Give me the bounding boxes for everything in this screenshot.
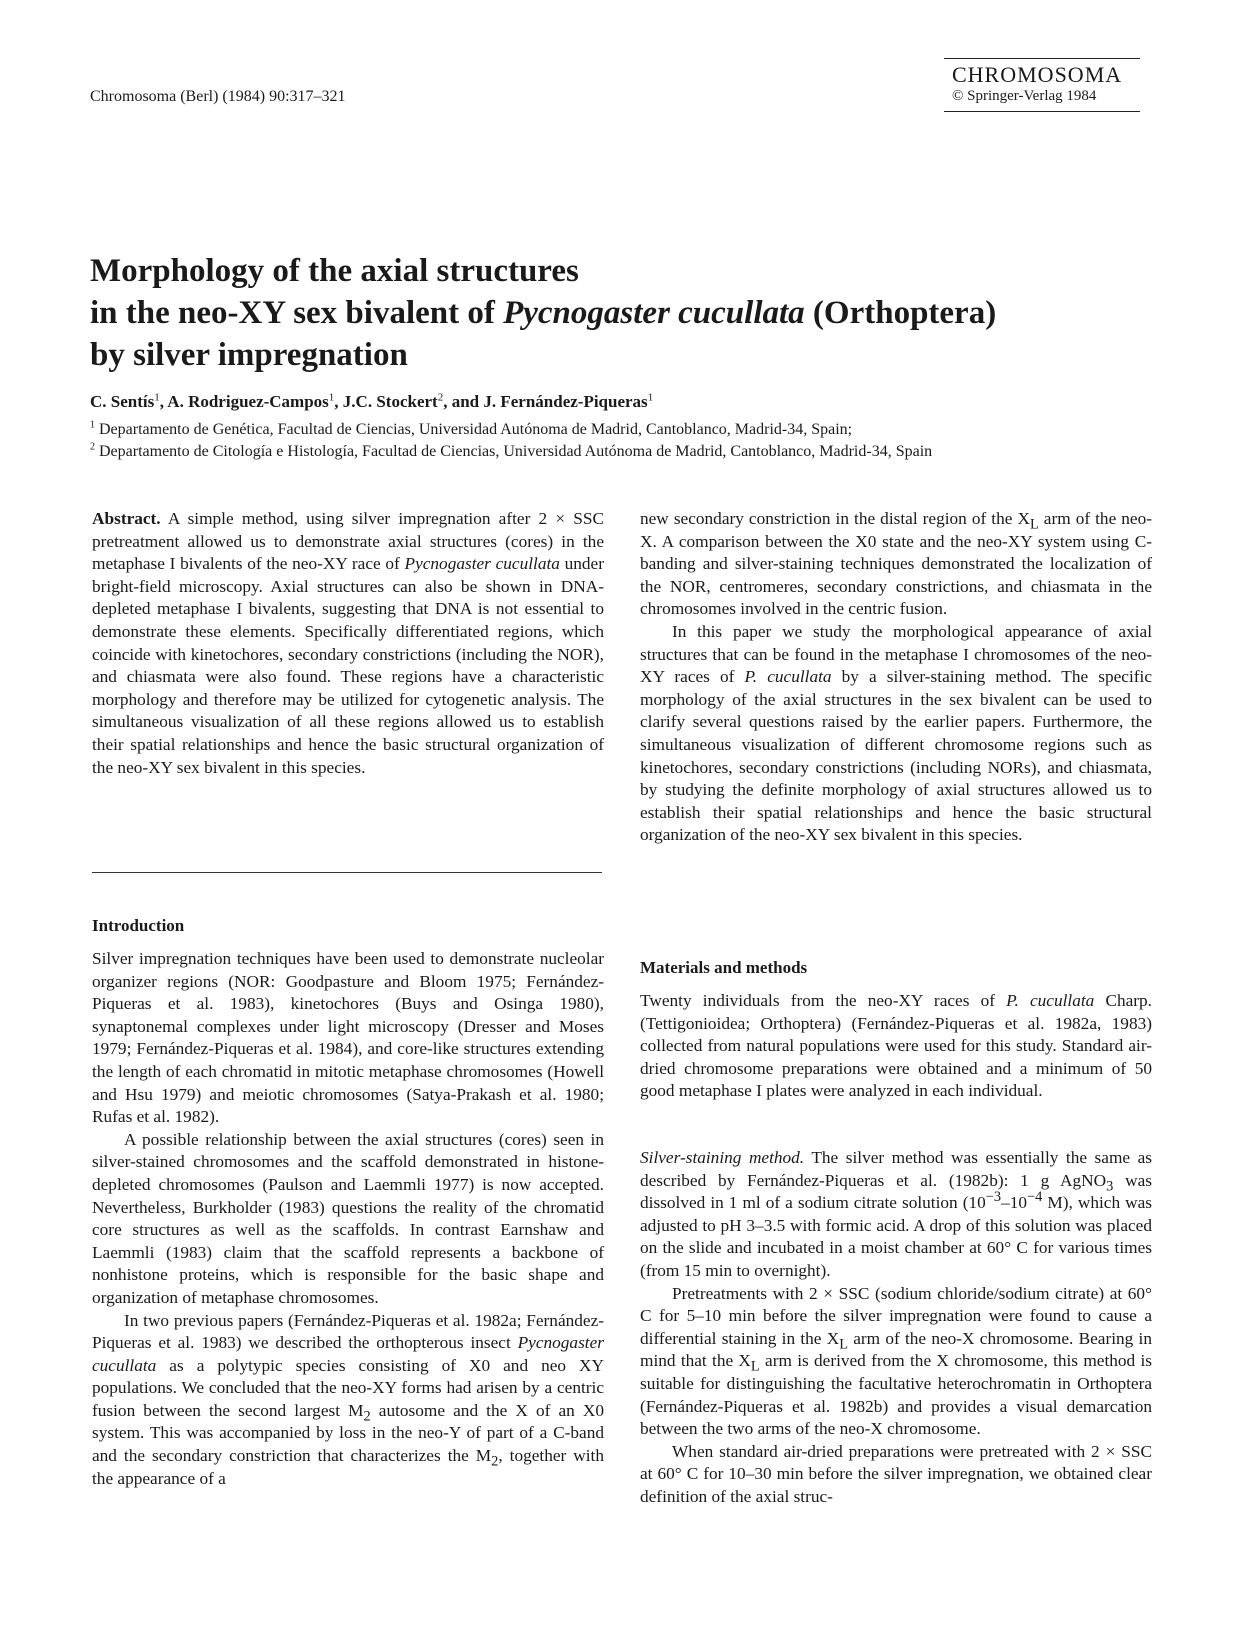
abstract-divider xyxy=(92,872,602,873)
intro-paragraph-5 xyxy=(640,621,1152,847)
intro-paragraph-4 xyxy=(640,508,1152,621)
abstract-text-1: A simple method, using silver impregnation after 2 × SSC pretreatment allowed us to demonstrate axial structures (cores) in the metaphase I bivalents of the neo-XY race of xyxy=(92,509,604,574)
intro-p3-sub: 2 xyxy=(363,1408,371,1425)
affiliation-1-text: Departamento de Genética, Facultad de Ciencias, Universidad Autónoma de Madrid, Cantoblanco, Madrid-34, Spain; xyxy=(95,421,853,438)
introduction-body xyxy=(92,948,604,1490)
materials-paragraph-1 xyxy=(640,990,1152,1103)
author-4-mark: 1 xyxy=(647,391,654,404)
author-1-mark: 1 xyxy=(154,391,160,404)
silver-text-c: –10 xyxy=(1001,1193,1028,1213)
silver-sup-1: −3 xyxy=(985,1189,1002,1206)
affiliation-2 xyxy=(90,442,932,462)
author-2: , A. Rodriguez-Campos xyxy=(159,392,329,411)
copyright-line: © Springer-Verlag 1984 xyxy=(952,88,1097,104)
pretreat-sub: L xyxy=(839,1336,848,1353)
abstract-text-2: under bright-field microscopy. Axial structures can also be shown in DNA-depleted metaphase I bivalents, suggesting that DNA is not essential to demonstrate these elements. Specifically differentiated regions, which coincide with kinetochores, secondary constrictions (including the NOR), and chiasmata were also found. These regions have a characteristic morphology and therefore may be utilized for cytogenetic analysis. The simultaneous visualization of all these regions allowed us to establish their spatial relationships and hence the basic structural organization of the neo-XY sex bivalent in this species. xyxy=(92,554,604,777)
intro-p3-text-c: autosome and the X of an X0 system. This was accompanied by loss in the neo-Y of part of a C-band and the secondary constriction that characterizes the M xyxy=(92,1400,604,1466)
intro-p3-species: Pycnogaster cucullata xyxy=(92,1333,604,1375)
intro-p3-sub-2: 2 xyxy=(491,1453,499,1470)
silver-sup-2: −4 xyxy=(1027,1189,1043,1206)
materials-p1-text-a: Twenty individuals from the neo-XY races of xyxy=(640,991,1007,1010)
author-4: , and J. Fernández-Piqueras xyxy=(443,392,648,411)
intro-p3-text-b: as a polytypic species consisting of X0 and neo XY populations. We concluded that the neo-XY forms had arisen by a centric fusion between the second largest M xyxy=(92,1355,604,1420)
intro-p4-sub: L xyxy=(1029,516,1039,533)
abstract-label: Abstract. xyxy=(92,509,161,528)
intro-p3-text-d: , together with the appearance of a xyxy=(92,1446,604,1488)
pretreat-text-a: Pretreatments with 2 × SSC (sodium chloride/sodium citrate) at 60° C for 5–10 min before the silver impregnation were found to cause a differential staining in the X xyxy=(640,1283,1152,1348)
pretreat-text-c: arm is derived from the X chromosome, this method is suitable for distinguishing the facultative heterochromatin in Orthoptera (Fernández-Piqueras et al. 1982b) and provides a visual demarcation between the two arms of the neo-X chromosome. xyxy=(640,1351,1152,1439)
silver-method-body xyxy=(640,1147,1152,1509)
journal-masthead xyxy=(944,58,1140,112)
intro-p5-text-b: by a silver-staining method. The specific morphology of the axial structures in the sex bivalent can be used to clarify several questions raised by the earlier papers. Furthermore, the simultaneous visualization of different chromosome regions such as kinetochores, secondary constrictions (including NORs), and chiasmata, by studying the definite morphology of axial structures allowed us to establish their spatial relationships and hence the basic structural organization of the neo-XY sex bivalent in this species. xyxy=(640,667,1152,845)
abstract-species: Pycnogaster cucullata xyxy=(404,554,560,574)
intro-paragraph-2: A possible relationship between the axial structures (cores) seen in silver-stained chromosomes and the scaffold demonstrated in histone-depleted chromosomes (Paulson and Laemmli 1977) is now accepted. Nevertheless, Burkholder (1983) questions the reality of the chromatid core structures as well as the scaffolds. In contrast Earnshaw and Laemmli (1983) claim that the scaffold represents a backbone of nonhistone proteins, which is responsible for the basic shape and organization of metaphase chromosomes. xyxy=(92,1129,604,1307)
affiliation-2-text: Departamento de Citología e Histología, Facultad de Ciencias, Universidad Autónoma de Madrid, Cantoblanco, Madrid-34, Spain xyxy=(95,443,933,460)
intro-p5-species: P. cucullata xyxy=(744,667,832,687)
silver-text-b: was dissolved in 1 ml of a sodium citrate solution (10 xyxy=(640,1170,1152,1213)
intro-paragraph-1: Silver impregnation techniques have been used to demonstrate nucleolar organizer regions (NOR: Goodpasture and Bloom 1975; Fernández-Piqueras et al. 1983), kinetochores (Buys and Osinga 1980), synaptonemal complexes under light microscopy (Dresser and Moses 1979; Fernández-Piqueras et al. 1984), and core-like structures extending the length of each chromatid in mitotic metaphase chromosomes (Howell and Hsu 1979) and meiotic chromosomes (Satya-Prakash et al. 1980; Rufas et al. 1982). xyxy=(92,949,604,1127)
affiliation-1 xyxy=(90,420,852,440)
journal-reference: Chromosoma (Berl) (1984) 90:317–321 xyxy=(90,88,346,105)
pretreatment-paragraph xyxy=(640,1283,1152,1441)
affiliation-2-mark: 2 xyxy=(90,441,95,453)
silver-text-d: M), which was adjusted to pH 3–3.5 with formic acid. A drop of this solution was placed on the slide and incubated in a moist chamber at 60° C for various times (from 15 min to overnight). xyxy=(640,1193,1152,1280)
title-species: Pycnogaster cucullata xyxy=(503,295,805,331)
materials-p1-species: P. cucullata xyxy=(1006,991,1095,1010)
abstract xyxy=(92,508,604,779)
author-2-mark: 1 xyxy=(328,391,335,404)
author-3: , J.C. Stockert xyxy=(334,392,438,411)
affiliation-1-mark: 1 xyxy=(90,419,95,431)
intro-p3-text-a: In two previous papers (Fernández-Piqueras et al. 1982a; Fernández-Piqueras et al. 1983) we described the orthopterous insect xyxy=(92,1310,604,1353)
introduction-continued xyxy=(640,508,1152,847)
introduction-heading: Introduction xyxy=(92,916,185,935)
title-line-1: Morphology of the axial structures xyxy=(90,253,579,289)
title-line-2a: in the neo-XY sex bivalent of xyxy=(90,295,504,331)
journal-name: CHROMOSOMA xyxy=(952,62,1123,87)
pretreat-text-b: arm of the neo-X chromosome. Bearing in mind that the X xyxy=(640,1328,1152,1371)
intro-paragraph-3 xyxy=(92,1310,604,1491)
intro-p4-text-b: arm of the neo-X. A comparison between the X0 state and the neo-XY system using C-banding and silver-staining techniques demonstrated the localization of the NOR, centromeres, secondary constrictions, and chiasmata in the chromosomes involved in the centric fusion. xyxy=(640,509,1152,619)
title-line-3: by silver impregnation xyxy=(90,337,408,373)
author-1: C. Sentís xyxy=(90,392,155,411)
title-line-2b: (Orthoptera) xyxy=(804,295,997,331)
silver-method-label: Silver-staining method. xyxy=(640,1148,805,1167)
author-list xyxy=(90,392,653,412)
materials-p1-text-b: Charp. (Tettigonioidea; Orthoptera) (Fernández-Piqueras et al. 1982a, 1983) collected from natural populations were used for this study. Standard air-dried chromosome preparations were obtained and a minimum of 50 good metaphase I plates were analyzed in each individual. xyxy=(640,991,1152,1101)
intro-p5-text-a: In this paper we study the morphological appearance of axial structures that can be found in the metaphase I chromosomes of the neo-XY races of xyxy=(640,621,1152,687)
pretreat-sub-2: L xyxy=(750,1358,760,1375)
article-title xyxy=(90,250,1150,376)
materials-body xyxy=(640,990,1152,1103)
silver-sub: 3 xyxy=(1106,1178,1114,1195)
author-3-mark: 2 xyxy=(437,391,444,404)
standard-prep-paragraph: When standard air-dried preparations were pretreated with 2 × SSC at 60° C for 10–30 min before the silver impregnation, we obtained clear definition of the axial struc- xyxy=(640,1441,1152,1506)
silver-method-paragraph xyxy=(640,1147,1152,1283)
intro-p4-text-a: new secondary constriction in the distal region of the X xyxy=(640,509,1030,528)
materials-heading: Materials and methods xyxy=(640,958,808,977)
silver-text-a: The silver method was essentially the same as described by Fernández-Piqueras et al. (1982b): 1 g AgNO xyxy=(640,1148,1152,1190)
